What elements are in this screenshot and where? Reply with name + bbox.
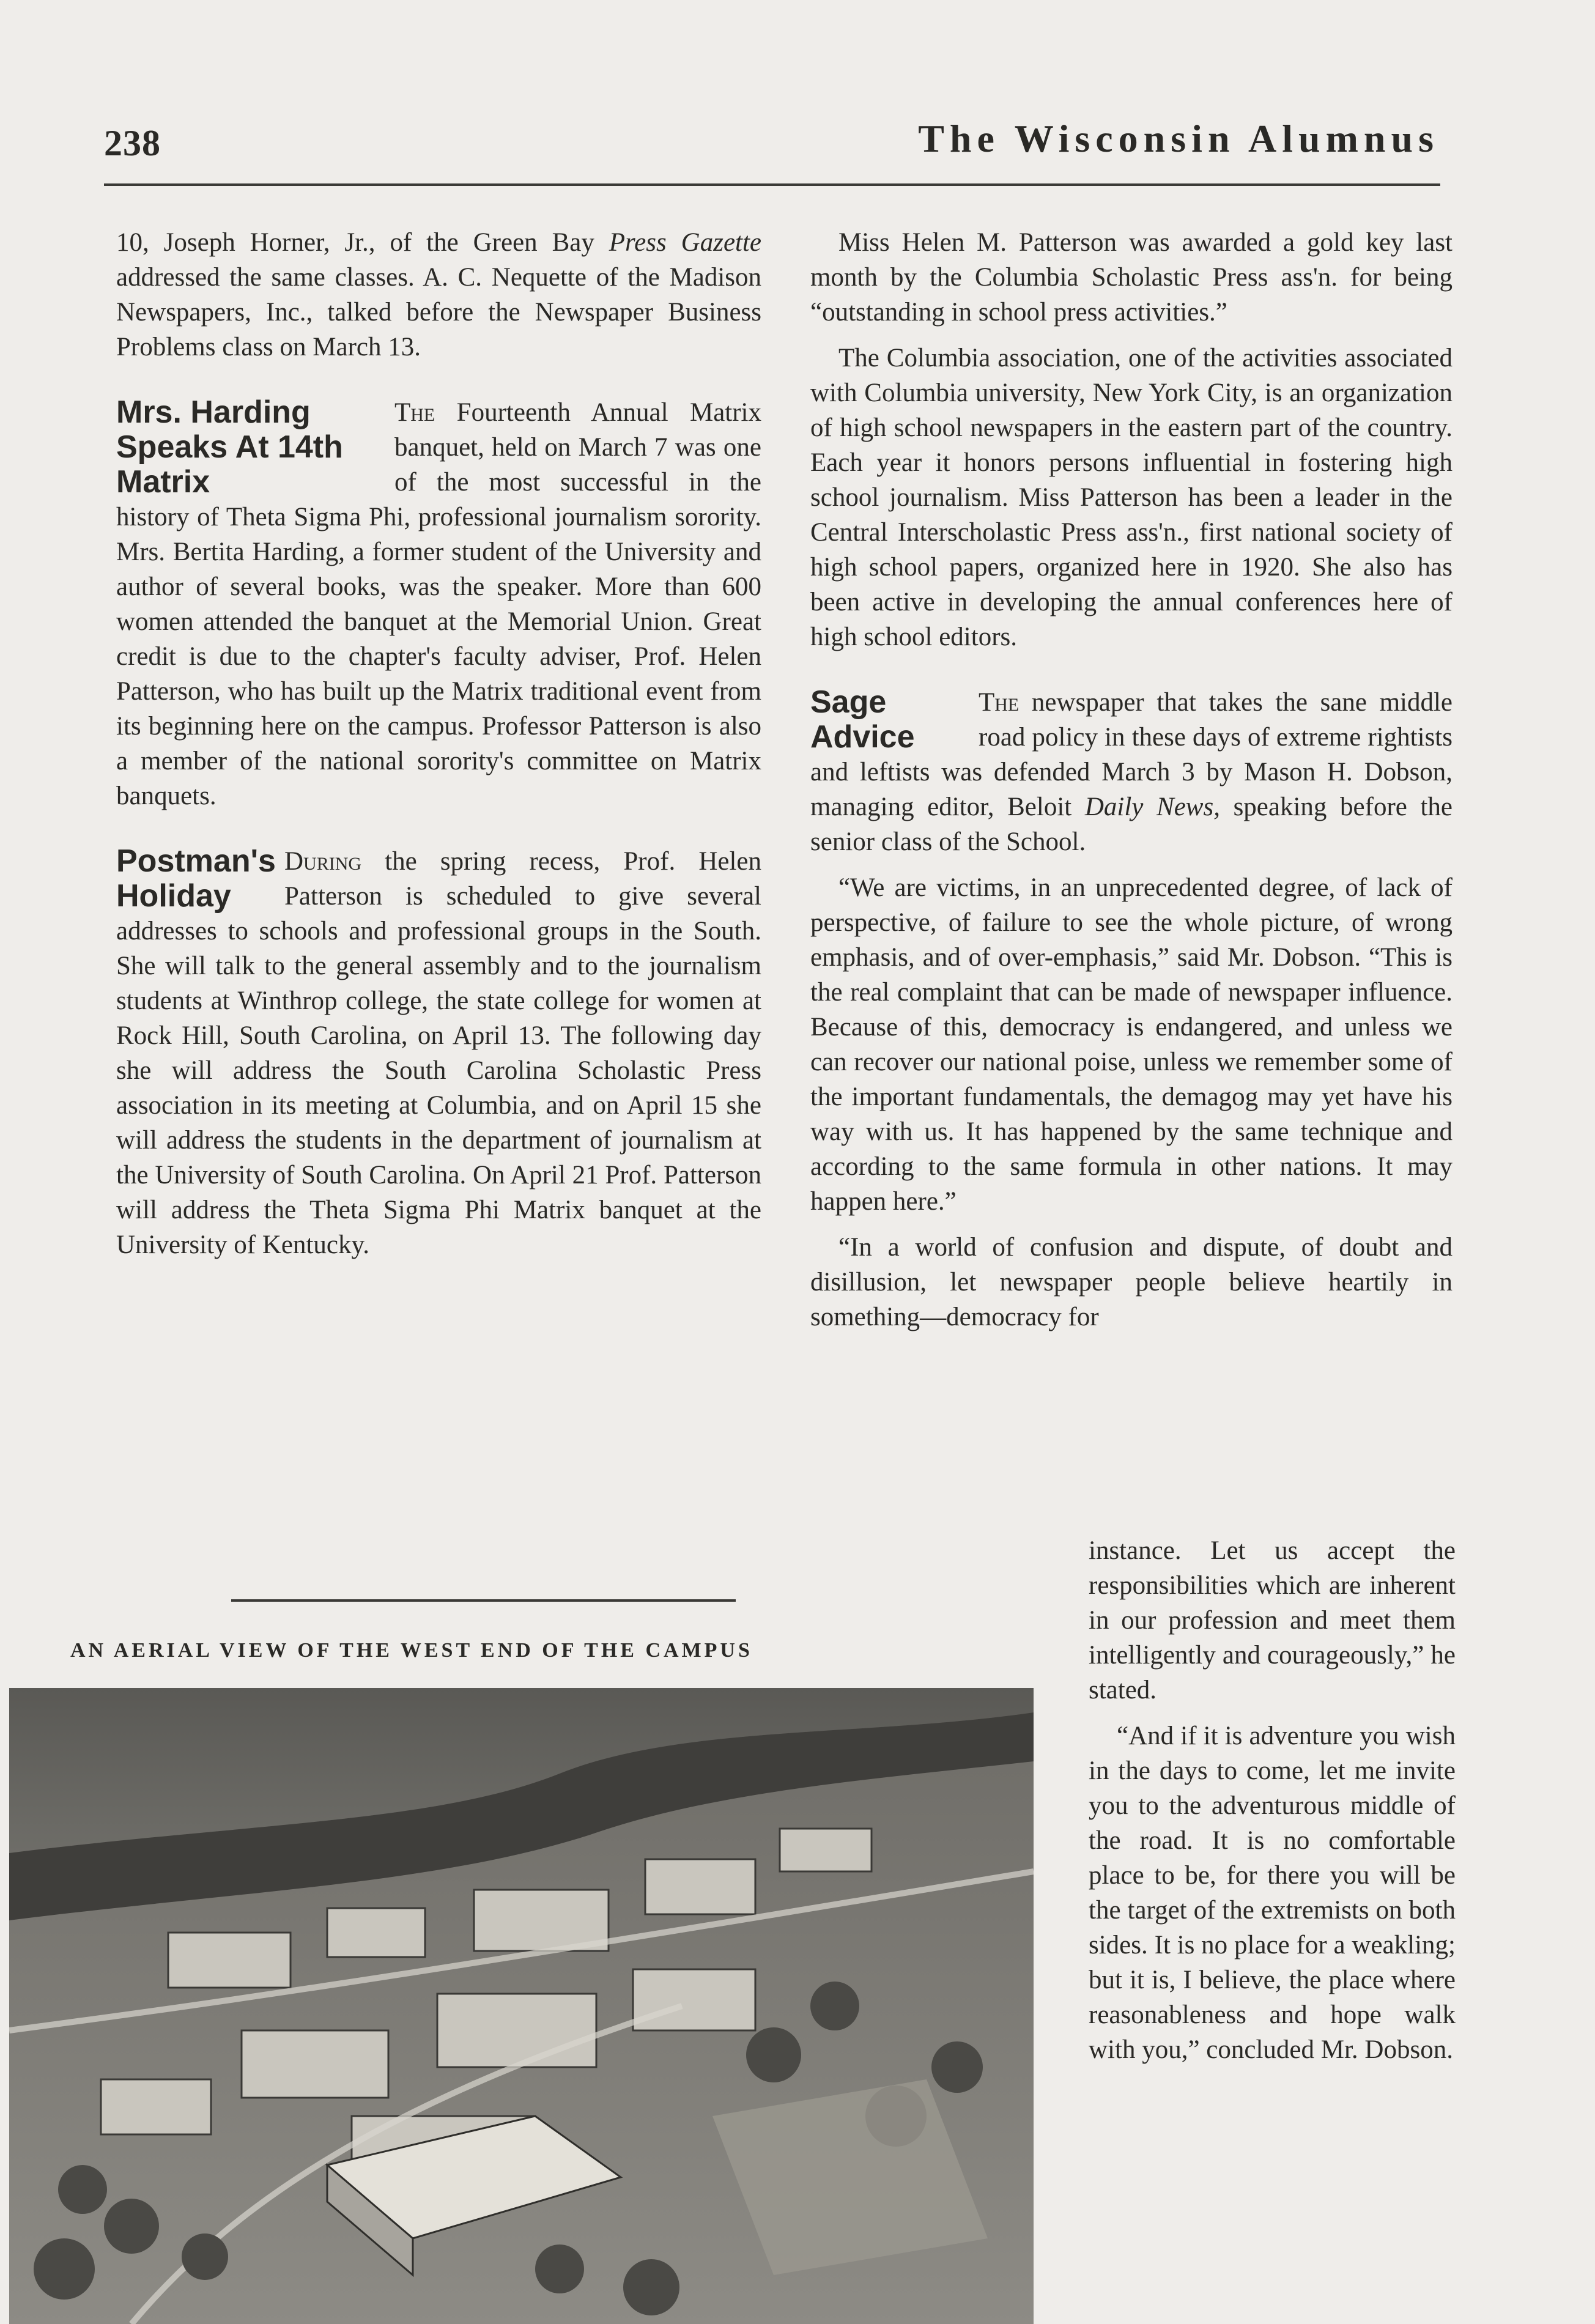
sage-headline: Sage Advice (810, 684, 915, 755)
sage-section (810, 685, 1453, 859)
columbia-association-paragraph: The Columbia association, one of the activities associated with Columbia university, New York City, is an organization of high school newspapers in the eastern part of the country. Each year it honors persons influential in fostering high school journalism. Miss Patterson has been a leader in the Central Interscholastic Press ass'n., first national society of high school papers, organized here in 1920. She also has been active in developing the annual conferences here of high school editors. (810, 344, 1453, 651)
patterson-award-paragraph: Miss Helen M. Patterson was awarded a gold key last month by the Columbia Scholastic Press ass'n. for being “outstanding in school press activities.” (810, 228, 1453, 327)
header-rule (104, 183, 1440, 186)
publication-title: The Wisconsin Alumnus (918, 117, 1439, 160)
postman-headline: Postman's Holiday (116, 843, 276, 914)
intro-paragraph (116, 225, 761, 365)
continuation-column (1089, 1533, 1456, 2078)
democracy-paragraph: “In a world of confusion and dispute, of doubt and disillusion, let newspaper people believe heartily in something—democracy for (810, 1233, 1453, 1331)
sage-text-a: newspaper that takes the sane middle road policy in these days of extreme rightists and leftists was defended March 3 by Mason H. Dobson, managing editor, Beloit (810, 688, 1453, 821)
dobson-quote-paragraph: “We are victims, in an unprecedented degree, of lack of perspective, of failure to see the whole picture, of wrong emphasis, and of over-emphasis,” said Mr. Dobson. “This is the real complaint that can be made of newspaper influence. Because of this, democracy is endangered, and unless we can recover our national poise, unless we remember some of the important fundamentals, the demagog may yet have his way with us. It has happened by the same technique and according to the same formula in other nations. It may happen here.” (810, 873, 1453, 1216)
section-divider (231, 1599, 736, 1602)
postman-section (116, 844, 761, 1262)
left-column (116, 225, 761, 1273)
harding-lead: The (394, 398, 435, 427)
press-gazette-title: Press Gazette (609, 228, 762, 257)
sage-lead: The (979, 688, 1020, 717)
intro-text-rest: addressed the same classes. A. C. Nequette of the Madison Newspapers, Inc., talked before the Newspaper Business Problems class on March 13. (116, 263, 761, 361)
sage-text-b: speaking before the senior class of the School. (810, 793, 1453, 856)
aerial-campus-photo (9, 1688, 1034, 2324)
intro-text: 10, Joseph Horner, Jr., of the Green Bay (116, 228, 594, 257)
right-column (810, 225, 1453, 1345)
aerial-photo-illustration (9, 1688, 1034, 2324)
democracy-paragraph-continued: instance. Let us accept the responsibilities which are inherent in our profession and meet them intelligently and courageously,” he stated. (1089, 1536, 1456, 1704)
harding-headline: Mrs. Harding Speaks At 14th Matrix (116, 394, 343, 500)
photo-caption: AN AERIAL VIEW OF THE WEST END OF THE CAMPUS (70, 1639, 753, 1662)
postman-lead: During (284, 847, 362, 876)
harding-section (116, 395, 761, 813)
postman-text: the spring recess, Prof. Helen Patterson is scheduled to give several addresses to schools and professional groups in the South. She will talk to the general assembly and to the journalism students at Winthrop college, the state college for women at Rock Hill, South Carolina, on April 13. The following day she will address the South Carolina Scholastic Press association in its meeting at Columbia, and on April 15 she will address the students in the department of journalism at the University of South Carolina. On April 21 Prof. Patterson will address the Theta Sigma Phi Matrix banquet at the University of Kentucky. (116, 847, 761, 1259)
daily-news-title: Daily News, (1084, 793, 1220, 821)
page-number: 238 (104, 123, 161, 163)
adventure-paragraph: “And if it is adventure you wish in the days to come, let me invite you to the adventurous middle of the road. It is no comfortable place to be, for there you will be the target of the extremists on both sides. It is no place for a weakling; but it is, I believe, the place where reasonableness and hope walk with you,” concluded Mr. Dobson. (1089, 1722, 1456, 2064)
harding-text: Fourteenth Annual Matrix banquet, held on March 7 was one of the most successful in the history of Theta Sigma Phi, professional journalism sorority. Mrs. Bertita Harding, a former student of the University and author of several books, was the speaker. More than 600 women attended the banquet at the Memorial Union. Great credit is due to the chapter's faculty adviser, Prof. Helen Patterson, who has built up the Matrix traditional event from its beginning here on the campus. Professor Patterson is also a member of the national sorority's committee on Matrix banquets. (116, 398, 762, 810)
